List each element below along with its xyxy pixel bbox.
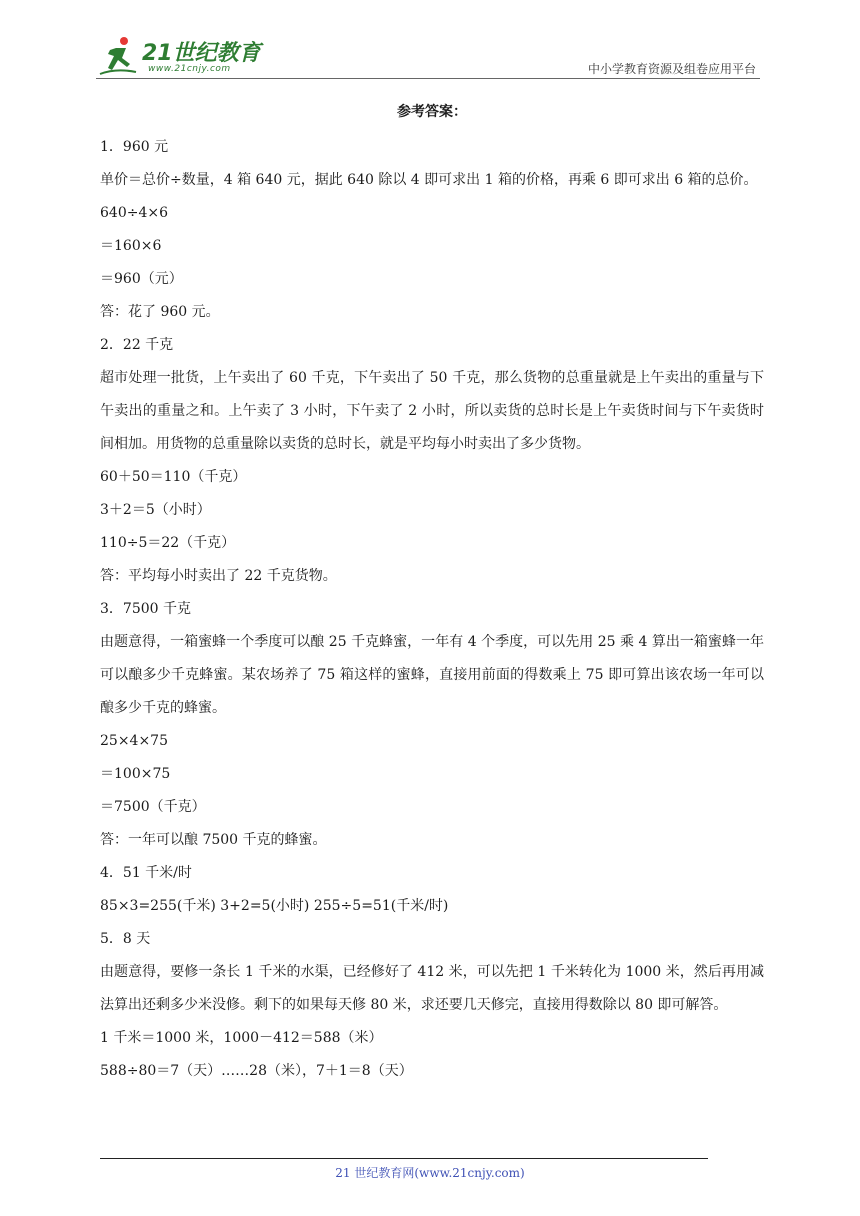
answer-line: 60＋50＝110（千克） (100, 469, 247, 485)
answer-line: ＝960（元） (100, 271, 183, 287)
answer-line: 答：一年可以酿 7500 千克的蜂蜜。 (100, 832, 327, 848)
answer-line: 1 千米＝1000 米，1000－412＝588（米） (100, 1030, 383, 1046)
answer-line: 3＋2＝5（小时） (100, 502, 211, 518)
answer-line: 2．22 千克 (100, 337, 174, 353)
answer-line: ＝160×6 (100, 238, 162, 254)
runner-logo-icon (96, 34, 140, 78)
explanation-paragraph: 单价＝总价÷数量，4 箱 640 元，据此 640 除以 4 即可求出 1 箱的价格，再乘 6 即可求出 6 箱的总价。 (100, 172, 758, 188)
answer-line: 答：花了 960 元。 (100, 304, 220, 320)
page-header (96, 30, 760, 80)
answer-list (100, 131, 764, 1088)
footer-divider (100, 1158, 708, 1159)
header-divider (96, 78, 760, 79)
logo-url: www.21cnjy.com (148, 64, 231, 74)
answer-line: 5．8 天 (100, 931, 151, 947)
answer-line: 25×4×75 (100, 733, 168, 749)
answer-line: 答：平均每小时卖出了 22 千克货物。 (100, 568, 337, 584)
answer-line: 110÷5＝22（千克） (100, 535, 236, 551)
header-platform-text: 中小学教育资源及组卷应用平台 (587, 62, 756, 76)
logo-text: 21世纪教育 (142, 41, 261, 66)
answer-line: ＝100×75 (100, 766, 171, 782)
answer-line: 85×3=255(千米) 3+2=5(小时) 255÷5=51(千米/时) (100, 898, 449, 914)
footer-link[interactable]: 21 世纪教育网(www.21cnjy.com) (335, 1166, 525, 1180)
answer-line: 3．7500 千克 (100, 601, 191, 617)
answer-line: ＝7500（千克） (100, 799, 206, 815)
site-logo[interactable] (96, 34, 266, 78)
explanation-paragraph: 超市处理一批货，上午卖出了 60 千克，下午卖出了 50 千克，那么货物的总重量就是上午卖出的重量与下午卖出的重量之和。上午卖了 3 小时，下午卖了 2 小时，所以卖货的总时长是上午卖货时间与下午卖货时间相加。用货物的总重量除以卖货的总时长，就是平均每小时卖出了多少货物。 (100, 370, 764, 452)
answer-line: 4．51 千米/时 (100, 865, 192, 881)
answers-title: 参考答案： (397, 104, 467, 120)
answer-content (100, 98, 764, 1088)
answer-line: 588÷80＝7（天）……28（米），7＋1＝8（天） (100, 1063, 413, 1079)
explanation-paragraph: 由题意得，一箱蜜蜂一个季度可以酿 25 千克蜂蜜，一年有 4 个季度，可以先用 25 乘 4 算出一箱蜜蜂一年可以酿多少千克蜂蜜。某农场养了 75 箱这样的蜜蜂，直接用前面的得数乘上 75 即可算出该农场一年可以酿多少千克的蜂蜜。 (100, 634, 764, 716)
answer-line: 1．960 元 (100, 139, 169, 155)
explanation-paragraph: 由题意得，要修一条长 1 千米的水渠，已经修好了 412 米，可以先把 1 千米转化为 1000 米，然后再用减法算出还剩多少米没修。剩下的如果每天修 80 米，求还要几天修完，直接用得数除以 80 即可解答。 (100, 964, 764, 1013)
answer-line: 640÷4×6 (100, 205, 168, 221)
